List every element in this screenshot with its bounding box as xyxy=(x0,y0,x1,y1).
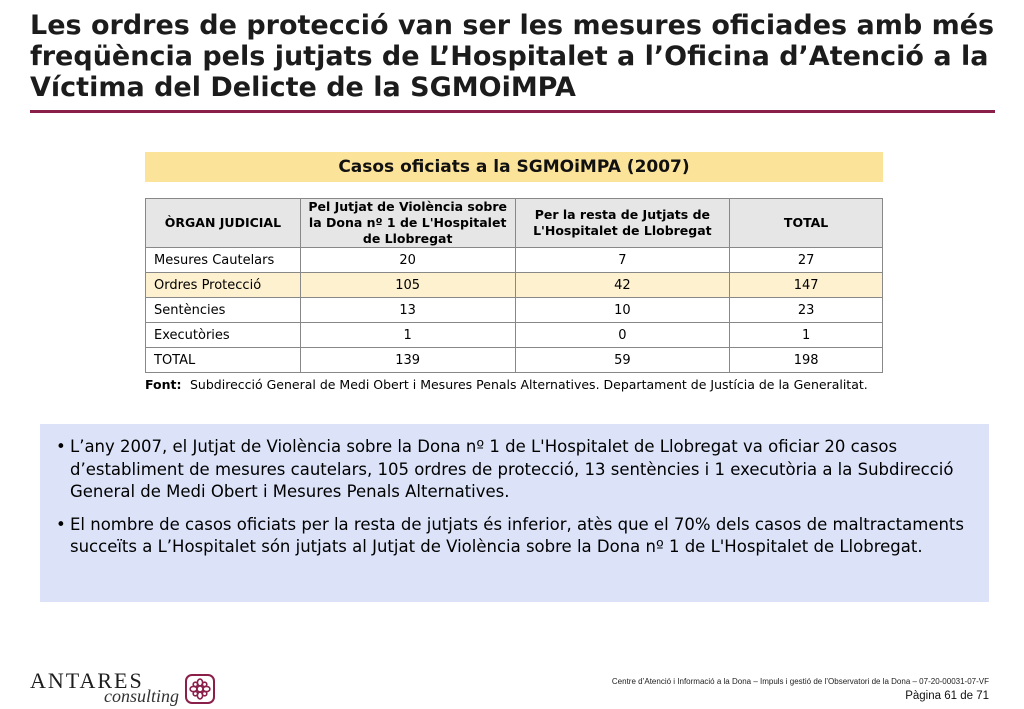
flower-emblem-icon xyxy=(185,674,215,704)
table-row xyxy=(146,248,883,273)
table-row xyxy=(146,298,883,323)
row-label: Sentències xyxy=(146,298,301,323)
cell-total: 27 xyxy=(730,248,883,273)
cell-resta-jutjats: 7 xyxy=(515,248,730,273)
cell-total: 147 xyxy=(730,273,883,298)
cell-jutjat-violencia: 1 xyxy=(300,323,515,348)
cell-jutjat-violencia: 13 xyxy=(300,298,515,323)
cell-resta-jutjats: 0 xyxy=(515,323,730,348)
row-label: Executòries xyxy=(146,323,301,348)
cell-total: 1 xyxy=(730,323,883,348)
header-jutjat-violencia: Pel Jutjat de Violència sobre la Dona nº 1 de L'Hospitalet de Llobregat xyxy=(300,199,515,248)
table-header-row xyxy=(146,199,883,248)
row-label: Mesures Cautelars xyxy=(146,248,301,273)
cell-jutjat-violencia: 139 xyxy=(300,348,515,373)
bullet-item xyxy=(56,436,969,504)
table-row-highlighted xyxy=(146,273,883,298)
table-row-total xyxy=(146,348,883,373)
logo-subtitle: consulting xyxy=(104,686,179,706)
source-note xyxy=(145,377,885,393)
page-number: Pàgina 61 de 71 xyxy=(905,690,989,702)
bullet-dot-icon: • xyxy=(56,437,66,456)
row-label: Ordres Protecció xyxy=(146,273,301,298)
bullet-dot-icon: • xyxy=(56,514,66,534)
header-organ-judicial: ÒRGAN JUDICIAL xyxy=(146,199,301,248)
logo-name: ANTARES xyxy=(30,668,144,693)
cell-total: 198 xyxy=(730,348,883,373)
cell-resta-jutjats: 10 xyxy=(515,298,730,323)
cell-resta-jutjats: 42 xyxy=(515,273,730,298)
bullet-text: L’any 2007, el Jutjat de Violència sobre la Dona nº 1 de L'Hospitalet de Llobregat va oficiar 20 casos d’establiment de mesures cautelars, 105 ordres de protecció, 13 sentències i 1 executòria a la Subdirecció General de Medi Obert i Mesures Penals Alternatives. xyxy=(70,437,954,501)
cell-jutjat-violencia: 20 xyxy=(300,248,515,273)
source-label: Font: xyxy=(145,377,182,392)
header-total: TOTAL xyxy=(730,199,883,248)
source-text: Subdirecció General de Medi Obert i Mesures Penals Alternatives. Departament de Justícia de la Generalitat. xyxy=(190,377,868,392)
table-caption: Casos oficiats a la SGMOiMPA (2007) xyxy=(145,152,883,182)
bullet-item xyxy=(56,514,969,559)
document-reference: Centre d’Atenció i Informació a la Dona – Impuls i gestió de l’Observatori de la Dona – 07-20-00031-07-VF xyxy=(611,677,989,686)
cell-jutjat-violencia: 105 xyxy=(300,273,515,298)
title-divider xyxy=(30,110,995,113)
page-title: Les ordres de protecció van ser les mesures oficiades amb més freqüència pels jutjats de L’Hospitalet a l’Oficina d’Atenció a la Víctima del Delicte de la SGMOiMPA xyxy=(30,10,995,103)
table-row xyxy=(146,323,883,348)
summary-box xyxy=(40,424,989,602)
cases-table xyxy=(145,198,883,373)
bullet-text: El nombre de casos oficiats per la resta de jutjats és inferior, atès que el 70% dels casos de maltractaments succeïts a L’Hospitalet són jutjats al Jutjat de Violència sobre la Dona nº 1 de L'Hospitalet de Llobregat. xyxy=(70,514,964,556)
header-resta-jutjats: Per la resta de Jutjats de L'Hospitalet de Llobregat xyxy=(515,199,730,248)
cell-total: 23 xyxy=(730,298,883,323)
cell-resta-jutjats: 59 xyxy=(515,348,730,373)
row-label: TOTAL xyxy=(146,348,301,373)
